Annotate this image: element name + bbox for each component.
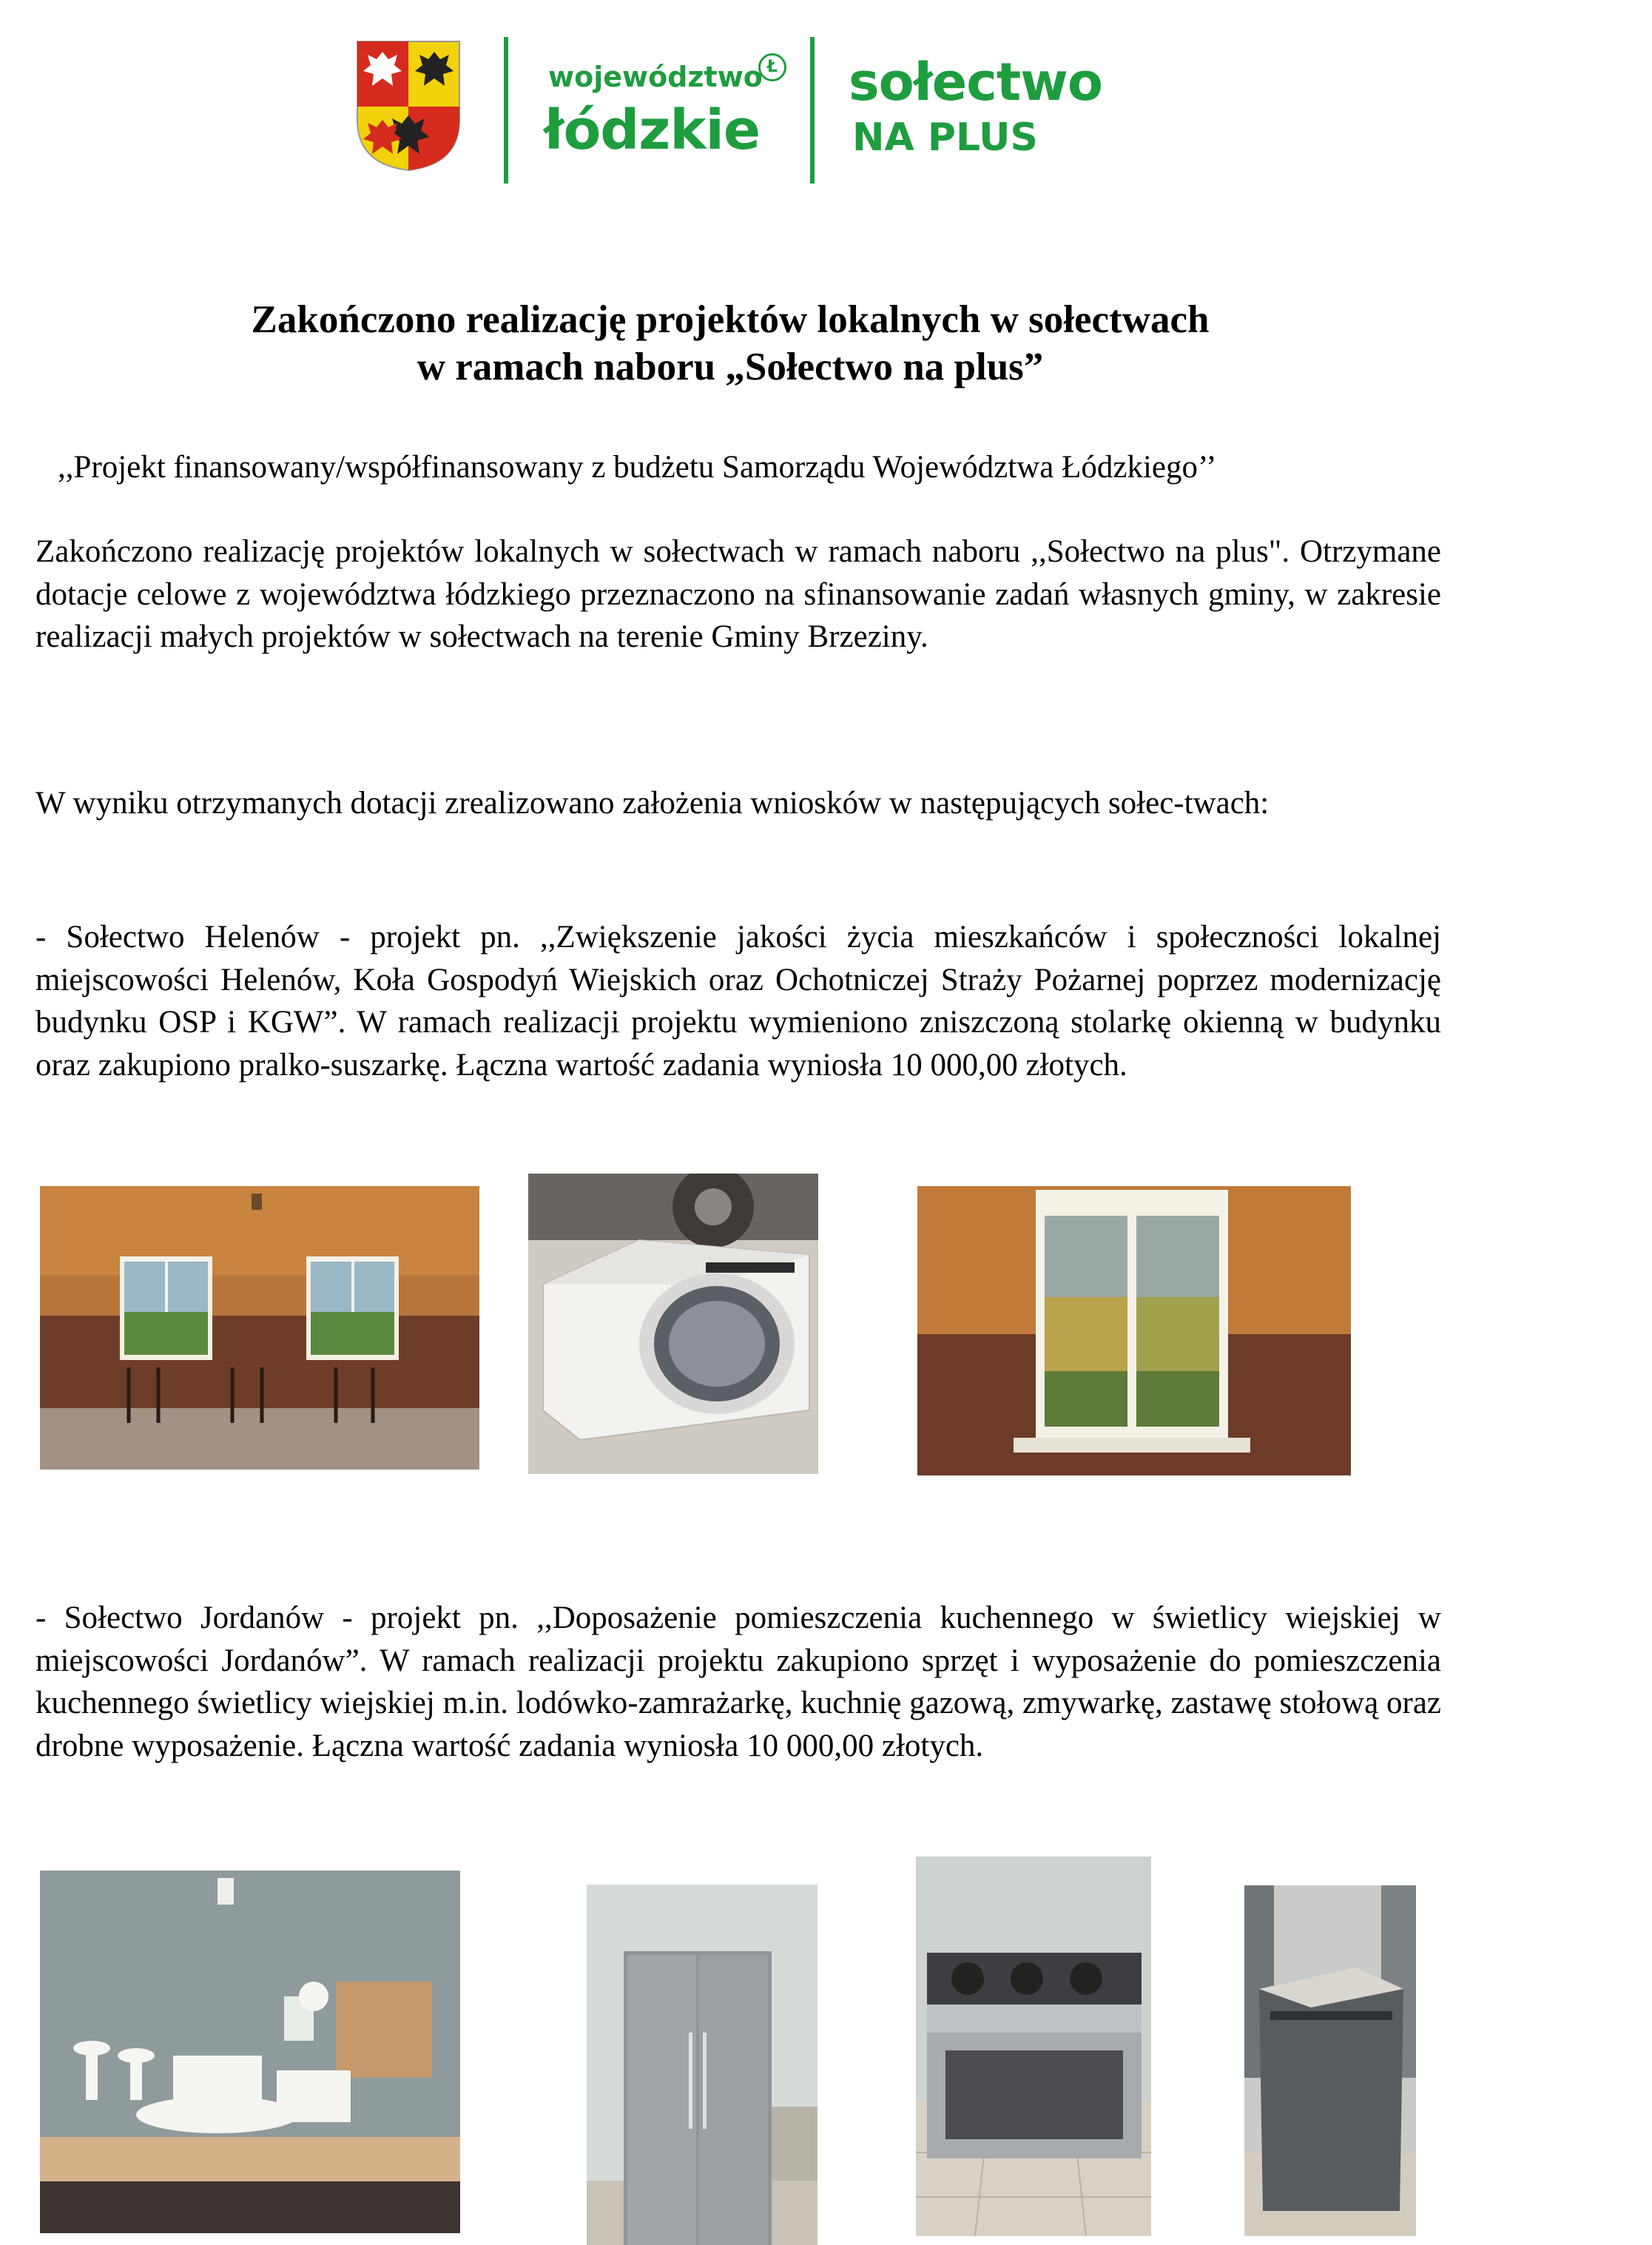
- funding-note: ,,Projekt finansowany/współfinansowany z budżetu Samorządu Województwa Łódzkiego’’: [58, 450, 1217, 485]
- page-title-line-2: w ramach naboru „Sołectwo na plus”: [417, 346, 1044, 388]
- header-divider: [810, 37, 815, 184]
- jordanow-paragraph: - Sołectwo Jordanów - projekt pn. ,,Doposażenie pomieszczenia kuchennego w świetlicy wiejskiej w miejscowości Jordanów”. W ramach realizacji projektu zakupiono sprzęt i wyposażenie do pomieszczenia kuchennego świetlicy wiejskiej m.in. lodówko-zamrażarkę, kuchnię gazową, zmywarkę, zastawę stołową oraz drobne wyposażenie. Łączna wartość zadania wyniosła 10 000,00 złotych.: [36, 1601, 1441, 1763]
- logo-mark-icon: Ł: [758, 53, 786, 81]
- photo-single-window: [917, 1186, 1351, 1475]
- logo-big-text: łódzkie: [544, 98, 761, 162]
- helenow-paragraph: - Sołectwo Helenów - projekt pn. ,,Zwiększenie jakości życia mieszkańców i społeczności lokalnej miejscowości Helenów, Koła Gospodyń Wiejskich oraz Ochotniczej Straży Pożarnej poprzez modernizację budynku OSP i KGW”. W ramach realizacji projektu wymieniono zniszczoną stolarkę okienną w budynku oraz zakupiono pralko-suszarkę. Łączna wartość zadania wyniosła 10 000,00 złotych.: [36, 920, 1441, 1083]
- program-title: sołectwo: [849, 52, 1102, 112]
- photo-washer-dryer: [528, 1174, 818, 1474]
- page-title-line-1: Zakończono realizację projektów lokalnych w sołectwach: [251, 298, 1210, 341]
- page-header: [0, 0, 1652, 192]
- photo-dishwasher: [1244, 1885, 1416, 2236]
- program-subtitle: NA PLUS: [852, 115, 1038, 160]
- intro-paragraph: Zakończono realizację projektów lokalnych w sołectwach w ramach naboru ,,Sołectwo na plus". Otrzymane dotacje celowe z województwa łódzkiego przeznaczono na sfinansowanie zadań własnych gminy, w zakresie realizacji małych projektów w sołectwach na terenie Gminy Brzeziny.: [36, 534, 1441, 654]
- photo-hall-windows: [40, 1186, 479, 1470]
- photo-fridge-freezer: [587, 1885, 817, 2245]
- results-paragraph: W wyniku otrzymanych dotacji zrealizowano założenia wniosków w następujących sołec-twach:: [36, 786, 1270, 821]
- header-divider: [504, 37, 508, 184]
- photo-tableware: [40, 1871, 460, 2233]
- coat-of-arms-icon: [354, 38, 462, 173]
- photo-gas-cooker: [916, 1857, 1151, 2236]
- logo-small-text: województwo: [548, 61, 763, 93]
